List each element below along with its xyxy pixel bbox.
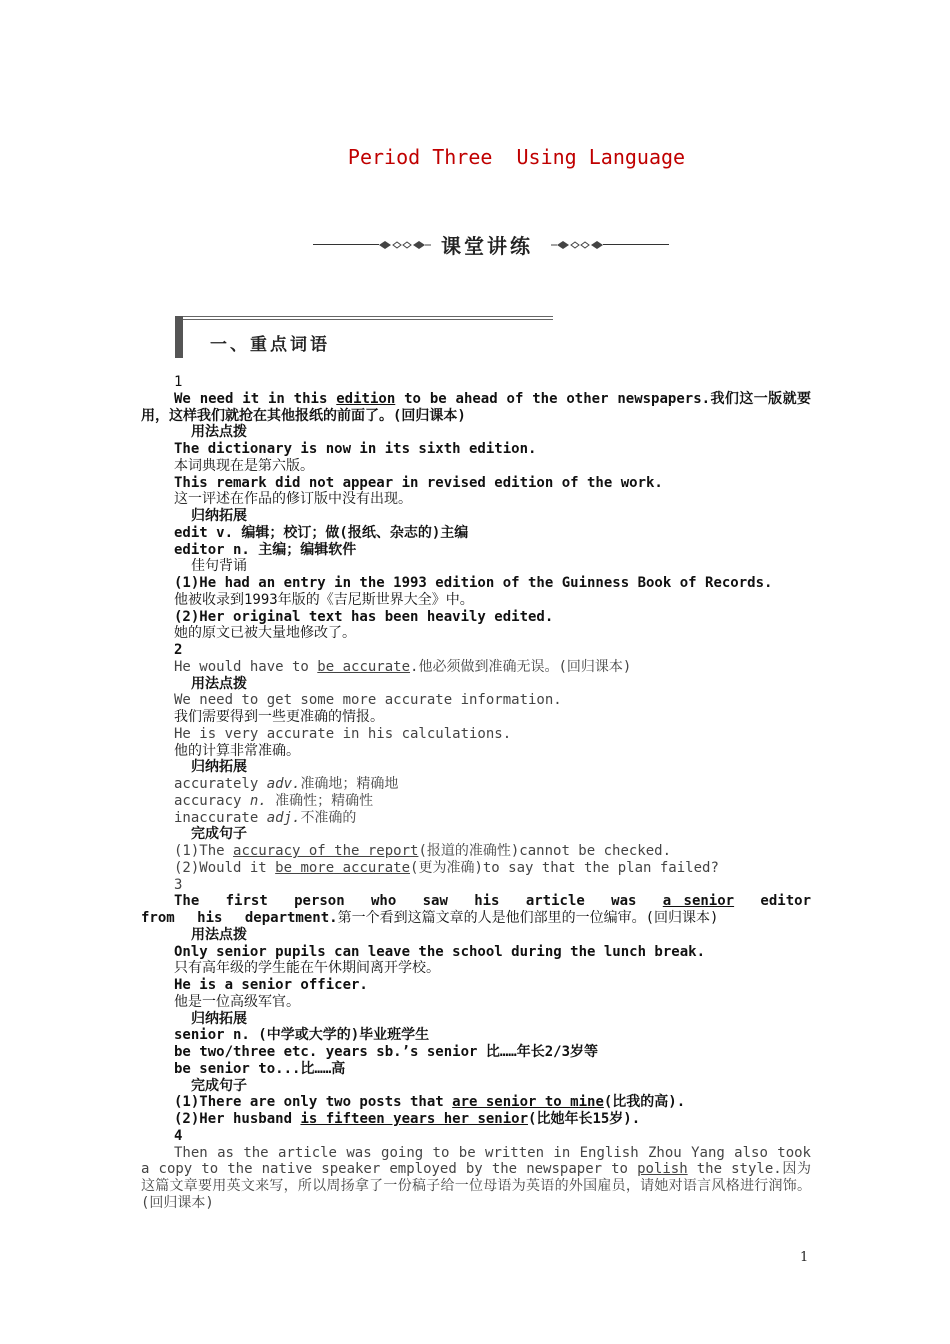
extension-heading: 归纳拓展	[191, 759, 247, 776]
recite-heading: 佳句背诵	[191, 558, 247, 575]
extension-heading: 归纳拓展	[191, 508, 247, 524]
usage-heading: 用法点拨	[191, 675, 247, 692]
section-header-label: 课堂讲练	[441, 234, 533, 258]
complete-sentence: (2)Would it be more accurate(更为准确)to say that the plan failed?	[174, 859, 719, 876]
recite-translation: 她的原文已被大量地修改了。	[174, 625, 356, 642]
complete-sentence: (2)Her husband is fifteen years her senior(比她年长15岁).	[174, 1111, 641, 1127]
header-rule-left	[313, 244, 379, 245]
usage-heading: 用法点拨	[191, 926, 247, 943]
usage-translation: 只有高年级的学生能在午休期间离开学校。	[174, 960, 440, 977]
header-rule-right	[603, 244, 669, 245]
usage-translation: 他是一位高级军官。	[174, 993, 300, 1010]
usage-heading: 用法点拨	[191, 424, 247, 441]
example-sentence: The first person who saw his article was a senior editor from his department.第一个看到这篇文章的人是他们部里的一位编审。(回归课本)	[141, 893, 811, 926]
item-number: 3	[174, 876, 183, 893]
extension-item: senior n. (中学或大学的)毕业班学生	[174, 1027, 430, 1044]
item-number: 1	[174, 374, 183, 390]
usage-translation: 这一评述在作品的修订版中没有出现。	[174, 491, 412, 508]
usage-translation: 我们需要得到一些更准确的情报。	[174, 709, 384, 725]
complete-sentence: (1)The accuracy of the report(报道的准确性)cannot be checked.	[174, 843, 672, 859]
item-number: 4	[174, 1127, 183, 1144]
extension-item: inaccurate adj.不准确的	[174, 809, 357, 826]
document-body	[141, 374, 811, 1212]
extension-heading: 归纳拓展	[191, 1010, 247, 1027]
subsection-rule	[183, 319, 553, 320]
extension-item: be two/three etc. years sb.’s senior 比……年长2/3岁等	[174, 1044, 599, 1060]
usage-example: The dictionary is now in its sixth edition.	[174, 441, 537, 457]
usage-example: He is a senior officer.	[174, 977, 368, 993]
usage-example: He is very accurate in his calculations.	[174, 725, 512, 742]
extension-item: editor n. 主编；编辑软件	[174, 541, 357, 558]
usage-example: Only senior pupils can leave the school during the lunch break.	[174, 943, 706, 960]
extension-item: be senior to...比……高	[174, 1060, 346, 1077]
page-title: Period Three Using Language	[347, 145, 686, 169]
usage-translation: 本词典现在是第六版。	[174, 457, 314, 474]
recite-sentence: (2)Her original text has been heavily edited.	[174, 608, 554, 625]
example-sentence: He would have to be accurate.他必须做到准确无误。(回归课本)	[174, 658, 632, 675]
usage-example: This remark did not appear in revised edition of the work.	[174, 474, 663, 491]
page-number: 1	[800, 1250, 809, 1265]
usage-translation: 他的计算非常准确。	[174, 742, 300, 759]
subsection-header	[175, 316, 553, 358]
item-number: 2	[174, 642, 183, 658]
diamond-ornament-icon	[379, 239, 431, 251]
extension-item: edit v. 编辑；校订；做(报纸、杂志的)主编	[174, 524, 469, 541]
usage-example: We need to get some more accurate information.	[174, 692, 562, 709]
subsection-label: 一、重点词语	[210, 335, 330, 355]
complete-heading: 完成句子	[191, 1077, 247, 1094]
recite-sentence: (1)He had an entry in the 1993 edition of the Guinness Book of Records.	[174, 575, 773, 591]
recite-translation: 他被收录到1993年版的《吉尼斯世界大全》中。	[174, 591, 474, 608]
section-header	[313, 230, 669, 260]
complete-heading: 完成句子	[191, 826, 247, 843]
extension-item: accuracy n. 准确性；精确性	[174, 792, 374, 809]
example-sentence: We need it in this edition to be ahead of the other newspapers.我们这一版就要用，这样我们就抢在其他报纸的前面了。(回归课本)	[141, 390, 811, 424]
complete-sentence: (1)There are only two posts that are senior to mine(比我的高).	[174, 1094, 686, 1111]
example-sentence: Then as the article was going to be written in English Zhou Yang also took a copy to the native speaker employed by the newspaper to polish the style.因为这篇文章要用英文来写，所以周扬拿了一份稿子给一位母语为英语的外国雇员，请她对语言风格进行润饰。(回归课本)	[141, 1144, 811, 1211]
extension-item: accurately adv.准确地；精确地	[174, 776, 399, 792]
diamond-ornament-icon	[551, 239, 603, 251]
subsection-bar	[175, 316, 183, 358]
subsection-rule	[183, 316, 553, 317]
